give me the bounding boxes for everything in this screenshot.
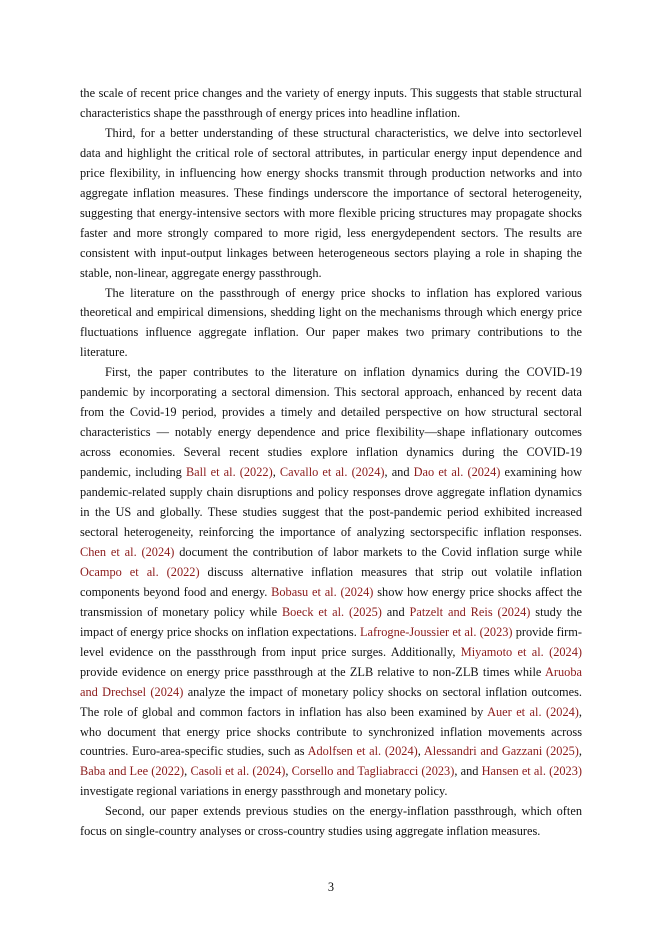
paragraph bbox=[80, 84, 582, 124]
citation-link[interactable]: Casoli et al. (2024) bbox=[190, 764, 286, 779]
paragraph bbox=[80, 284, 582, 364]
citation-link[interactable]: Hansen et al. (2023) bbox=[481, 764, 583, 779]
citation-link[interactable]: Boeck et al. (2025) bbox=[281, 604, 382, 619]
body-text: , bbox=[184, 764, 191, 779]
body-text: , bbox=[285, 764, 292, 779]
body-text: , bbox=[578, 744, 583, 759]
body-text: discuss alternative inflation measures that strip out volatile inflation components beyond food and energy. bbox=[80, 564, 582, 599]
citation-link[interactable]: Cavallo et al. (2024) bbox=[279, 465, 385, 480]
paragraph bbox=[80, 802, 582, 842]
body-text: and bbox=[381, 604, 410, 619]
body-text: study the impact of energy price shocks on inflation expectations. bbox=[80, 604, 582, 639]
body-text: investigate regional variations in energy passthrough and monetary policy. bbox=[80, 784, 448, 799]
body-text: examining how pandemic-related supply chain disruptions and policy responses drove aggregate inflation dynamics in the US and globally. These studies suggest that the post-pandemic period exhibited increased sectoral heterogeneity, reinforcing the importance of analyzing sectorspecific inflation responses. bbox=[80, 465, 582, 539]
citation-link[interactable]: Lafrogne-Joussier et al. (2023) bbox=[360, 624, 513, 639]
citation-link[interactable]: Ball et al. (2022) bbox=[185, 465, 273, 480]
citation-link[interactable]: Corsello and Tagliabracci (2023) bbox=[291, 764, 455, 779]
citation-link[interactable]: Patzelt and Reis (2024) bbox=[409, 604, 531, 619]
page-number: 3 bbox=[327, 880, 335, 894]
body-text: show how energy price shocks affect the transmission of monetary policy while bbox=[80, 584, 582, 619]
body-text: Second, our paper extends previous studies on the energy-inflation passthrough, which often focus on single-country analyses or cross-country studies using aggregate inflation measures. bbox=[80, 804, 582, 839]
citation-link[interactable]: Aruoba and Drechsel (2024) bbox=[80, 664, 582, 699]
citation-link[interactable]: Auer et al. (2024) bbox=[487, 704, 579, 719]
body-text: , who document that energy price shocks contribute to synchronized inflation movements across countries. Euro-area-specific studies, such as bbox=[80, 704, 582, 759]
page-body bbox=[80, 84, 582, 842]
body-text: , bbox=[272, 465, 280, 480]
body-text: the scale of recent price changes and the variety of energy inputs. This suggests that stable structural characteristics shape the passthrough of energy prices into headline inflation. bbox=[80, 86, 582, 120]
body-text: The literature on the passthrough of energy price shocks to inflation has explored various theoretical and empirical dimensions, shedding light on the mechanisms through which energy price fluctuations influence aggregate inflation. Our paper makes two primary contributions to the literature. bbox=[80, 285, 582, 360]
body-text: analyze the impact of monetary policy shocks on sectoral inflation outcomes. The role of global and common factors in inflation has also been examined by bbox=[80, 684, 582, 719]
citation-link[interactable]: Bobasu et al. (2024) bbox=[271, 584, 374, 599]
paragraph bbox=[80, 363, 582, 802]
citation-link[interactable]: Miyamoto et al. (2024) bbox=[460, 644, 583, 659]
citation-link[interactable]: Alessandri and Gazzani (2025) bbox=[423, 744, 579, 759]
body-text: Third, for a better understanding of these structural characteristics, we delve into sectorlevel data and highlight the critical role of sectoral attributes, in particular energy input dependence and price flexibility, in influencing how energy shocks transmit through production networks and into aggregate inflation measures. These findings underscore the importance of sectoral heterogeneity, suggesting that energy-intensive sectors with more flexible pricing structures may propagate shocks faster and more strongly compared to more rigid, less energydependent sectors. The results are consistent with input-output linkages between heterogeneous sectors playing a role in shaping the stable, non-linear, aggregate energy passthrough. bbox=[80, 125, 582, 280]
citation-link[interactable]: Baba and Lee (2022) bbox=[80, 764, 185, 779]
body-text: provide evidence on energy price passthrough at the ZLB relative to non-ZLB times while bbox=[80, 664, 545, 679]
body-text: provide firm-level evidence on the passthrough from input price surges. Additionally, bbox=[80, 624, 582, 659]
citation-link[interactable]: Chen et al. (2024) bbox=[80, 544, 175, 559]
body-text: document the contribution of labor markets to the Covid inflation surge while bbox=[174, 544, 582, 559]
body-text: , bbox=[417, 744, 424, 759]
paragraph bbox=[80, 124, 582, 284]
body-text: , and bbox=[454, 764, 482, 779]
citation-link[interactable]: Dao et al. (2024) bbox=[413, 465, 501, 480]
body-text: First, the paper contributes to the literature on inflation dynamics during the COVID-19 pandemic by incorporating a sectoral dimension. This sectoral approach, enhanced by recent data from the Covid-19 period, provides a timely and detailed perspective on how structural sectoral characteristics — notably energy dependence and price flexibility—shape inflationary outcomes across economies. Several recent studies explore inflation dynamics during the COVID-19 pandemic, including bbox=[80, 365, 582, 480]
citation-link[interactable]: Adolfsen et al. (2024) bbox=[307, 744, 418, 759]
body-text: , and bbox=[384, 465, 414, 480]
citation-link[interactable]: Ocampo et al. (2022) bbox=[80, 564, 200, 579]
